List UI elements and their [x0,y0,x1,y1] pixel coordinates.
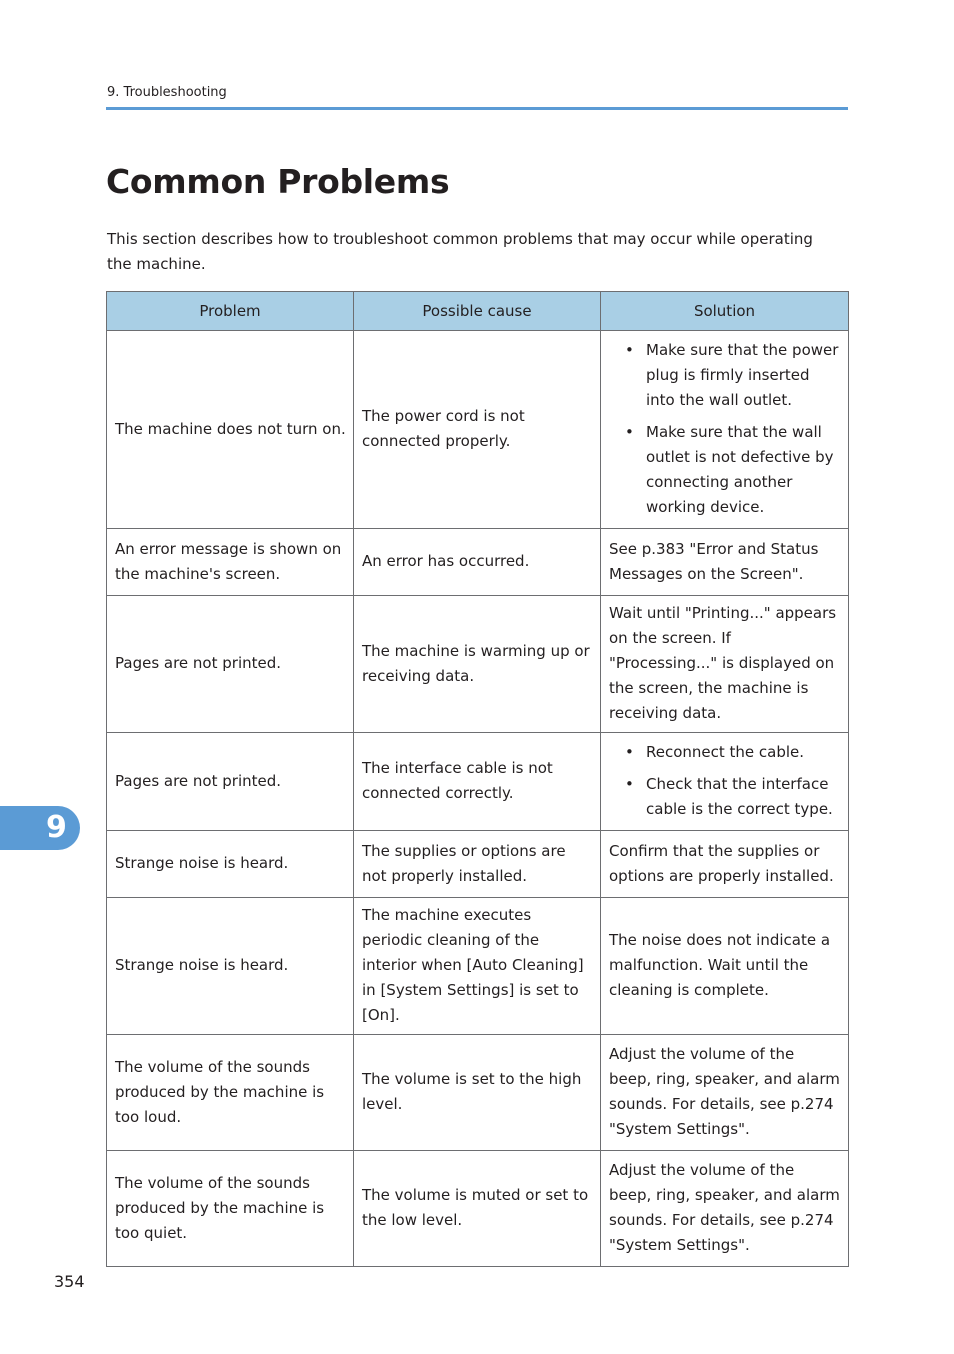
cause-cell: An error has occurred. [354,529,601,596]
problem-cell: An error message is shown on the machine's screen. [107,529,354,596]
problems-table [106,291,849,1267]
solution-bullet: • Make sure that the power plug is firmly inserted into the wall outlet. [609,338,841,413]
running-header: 9. Troubleshooting [107,85,227,100]
problem-cell: The volume of the sounds produced by the machine is too quiet. [107,1151,354,1267]
solution-cell: Confirm that the supplies or options are properly installed. [601,831,849,898]
table-row [107,529,849,596]
solution-cell: The noise does not indicate a malfunction. Wait until the cleaning is complete. [601,898,849,1035]
solution-list [609,338,841,520]
table-row [107,1035,849,1151]
cause-cell: The machine executes periodic cleaning of the interior when [Auto Cleaning] in [System Settings] is set to [On]. [354,898,601,1035]
table-row [107,596,849,733]
problem-cell: Pages are not printed. [107,733,354,831]
problem-cell: Pages are not printed. [107,596,354,733]
page-title: Common Problems [106,162,450,201]
page-number: 354 [54,1272,85,1291]
table-row [107,733,849,831]
solution-cell: See p.383 "Error and Status Messages on the Screen". [601,529,849,596]
table-row [107,898,849,1035]
solution-cell [601,733,849,831]
solution-bullet: • Check that the interface cable is the correct type. [609,772,841,822]
cause-cell: The volume is muted or set to the low level. [354,1151,601,1267]
cause-cell: The power cord is not connected properly. [354,331,601,529]
problem-cell: The volume of the sounds produced by the machine is too loud. [107,1035,354,1151]
chapter-tab [0,806,80,850]
problem-cell: Strange noise is heard. [107,831,354,898]
solution-list [609,740,841,822]
solution-cell: Wait until "Printing..." appears on the screen. If "Processing..." is displayed on the screen, the machine is receiving data. [601,596,849,733]
table-row [107,1151,849,1267]
header-rule [106,107,848,110]
header-possible-cause: Possible cause [354,292,601,331]
solution-cell: Adjust the volume of the beep, ring, speaker, and alarm sounds. For details, see p.274 "System Settings". [601,1151,849,1267]
header-problem: Problem [107,292,354,331]
solution-bullet: • Reconnect the cable. [609,740,841,765]
solution-cell: Adjust the volume of the beep, ring, speaker, and alarm sounds. For details, see p.274 "System Settings". [601,1035,849,1151]
problem-cell: Strange noise is heard. [107,898,354,1035]
table-row [107,831,849,898]
chapter-tab-number: 9 [46,810,67,845]
cause-cell: The machine is warming up or receiving data. [354,596,601,733]
table-row [107,331,849,529]
cause-cell: The supplies or options are not properly installed. [354,831,601,898]
header-solution: Solution [601,292,849,331]
cause-cell: The interface cable is not connected correctly. [354,733,601,831]
intro-paragraph: This section describes how to troubleshoot common problems that may occur while operating the machine. [107,230,813,273]
problem-cell: The machine does not turn on. [107,331,354,529]
table-header-row [107,292,849,331]
cause-cell: The volume is set to the high level. [354,1035,601,1151]
solution-bullet: • Make sure that the wall outlet is not defective by connecting another working device. [609,420,841,520]
solution-cell [601,331,849,529]
